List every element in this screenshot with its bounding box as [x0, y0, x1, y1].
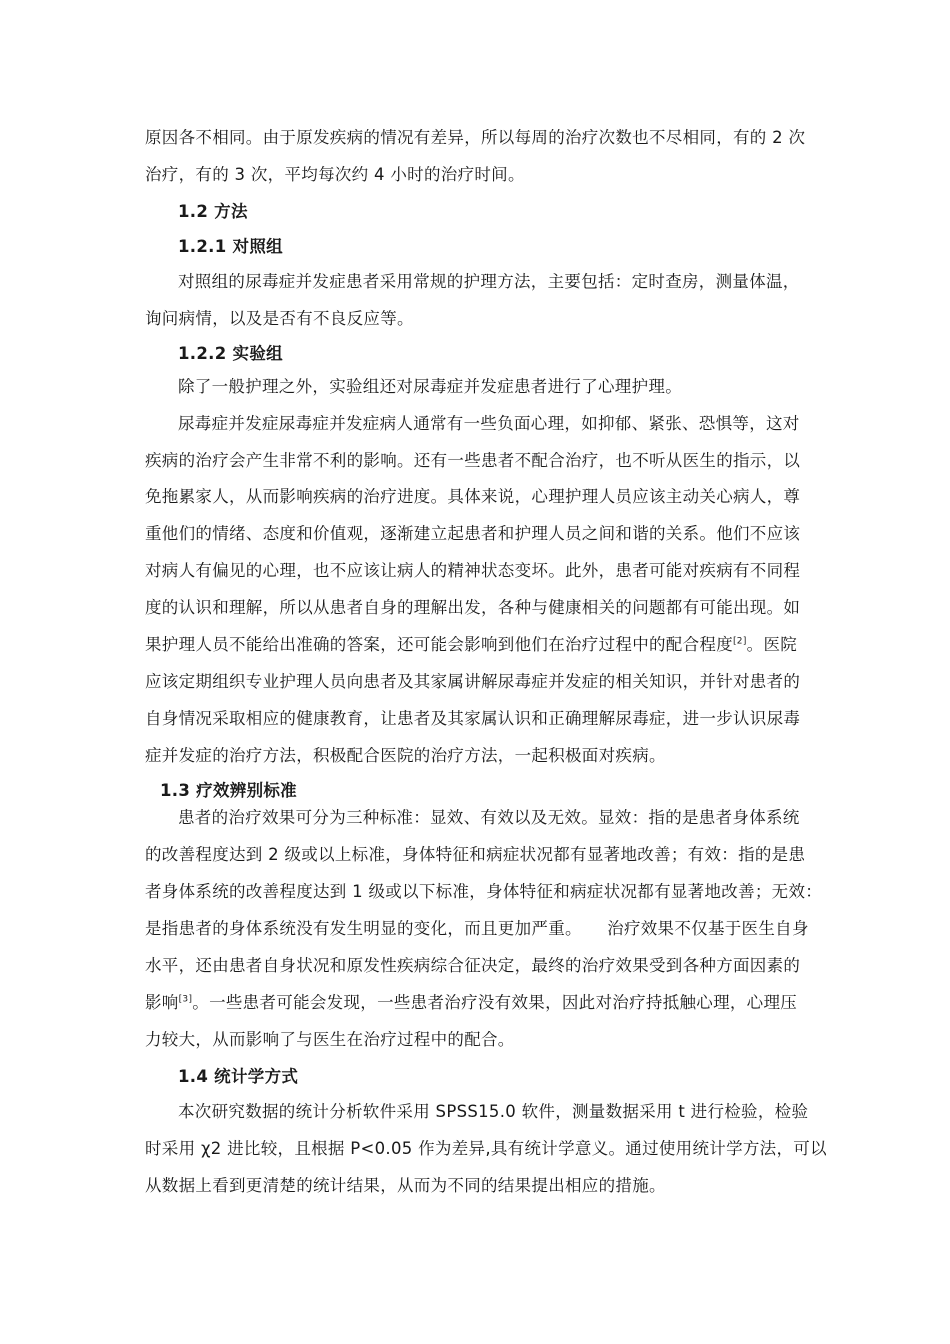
paragraph-line: 尿毒症并发症尿毒症并发症病人通常有一些负面心理，如抑郁、紧张、恐惧等，这对 — [178, 414, 800, 433]
paragraph-line: 度的认识和理解，所以从患者自身的理解出发，各种与健康相关的问题都有可能出现。如 — [145, 598, 801, 617]
paragraph-text: 果护理人员不能给出准确的答案，还可能会影响到他们在治疗过程中的配合程度 — [145, 635, 733, 654]
paragraph-text: 影响 — [145, 993, 179, 1012]
paragraph-line: 的改善程度达到 2 级或以上标准，身体特征和病症状况都有显著地改善；有效：指的是患 — [145, 845, 806, 864]
paragraph-line: 对病人有偏见的心理，也不应该让病人的精神状态变坏。此外，患者可能对疾病有不同程 — [145, 561, 801, 580]
paragraph-line: 治疗，有的 3 次，平均每次约 4 小时的治疗时间。 — [145, 165, 525, 184]
citation-ref: [3] — [178, 994, 193, 1005]
paragraph-line: 疾病的治疗会产生非常不利的影响。还有一些患者不配合治疗，也不听从医生的指示，以 — [145, 451, 801, 470]
section-heading-1-2: 1.2 方法 — [178, 202, 248, 221]
paragraph-line: 自身情况采取相应的健康教育，让患者及其家属认识和正确理解尿毒症，进一步认识尿毒 — [145, 709, 801, 728]
paragraph-line: 除了一般护理之外，实验组还对尿毒症并发症患者进行了心理护理。 — [178, 377, 682, 396]
paragraph-line: 从数据上看到更清楚的统计结果，从而为不同的结果提出相应的措施。 — [145, 1176, 666, 1195]
paragraph-line: 对照组的尿毒症并发症患者采用常规的护理方法，主要包括：定时查房，测量体温， — [178, 272, 800, 291]
paragraph-line: 重他们的情绪、态度和价值观，逐渐建立起患者和护理人员之间和谐的关系。他们不应该 — [145, 524, 801, 543]
section-heading-1-2-1: 1.2.1 对照组 — [178, 237, 283, 256]
paragraph-line — [145, 993, 797, 1013]
paragraph-line: 询问病情，以及是否有不良反应等。 — [145, 309, 414, 328]
paragraph-line: 免拖累家人，从而影响疾病的治疗进度。具体来说，心理护理人员应该主动关心病人，尊 — [145, 487, 801, 506]
paragraph-line: 应该定期组织专业护理人员向患者及其家属讲解尿毒症并发症的相关知识，并针对患者的 — [145, 672, 801, 691]
paragraph-line: 力较大，从而影响了与医生在治疗过程中的配合。 — [145, 1030, 515, 1049]
citation-ref: [2] — [733, 636, 747, 647]
paragraph-line: 水平，还由患者自身状况和原发性疾病综合征决定，最终的治疗效果受到各种方面因素的 — [145, 956, 801, 975]
paragraph-line: 原因各不相同。由于原发疾病的情况有差异，所以每周的治疗次数也不尽相同，有的 2 次 — [145, 128, 806, 147]
section-heading-1-2-2: 1.2.2 实验组 — [178, 344, 283, 363]
section-heading-1-4: 1.4 统计学方式 — [178, 1067, 299, 1086]
paragraph-line: 症并发症的治疗方法，积极配合医院的治疗方法，一起积极面对疾病。 — [145, 746, 666, 765]
paragraph-line: 本次研究数据的统计分析软件采用 SPSS15.0 软件，测量数据采用 t 进行检验，检验 — [178, 1102, 809, 1121]
paragraph-line: 患者的治疗效果可分为三种标准：显效、有效以及无效。显效：指的是患者身体系统 — [178, 808, 800, 827]
paragraph-text: 。一些患者可能会发现，一些患者治疗没有效果，因此对治疗持抵触心理，心理压 — [192, 993, 798, 1012]
paragraph-line: 是指患者的身体系统没有发生明显的变化，而且更加严重。 治疗效果不仅基于医生自身 — [145, 919, 809, 938]
section-heading-1-3: 1.3 疗效辨别标准 — [160, 781, 297, 800]
paragraph-line: 时采用 χ2 进比较，且根据 P<0.05 作为差异,具有统计学意义。通过使用统计学方法，可以 — [145, 1139, 827, 1158]
paragraph-line — [145, 635, 797, 655]
paragraph-text: 。医院 — [746, 635, 798, 654]
paragraph-line: 者身体系统的改善程度达到 1 级或以下标准，身体特征和病症状况都有显著地改善；无效： — [145, 882, 823, 901]
